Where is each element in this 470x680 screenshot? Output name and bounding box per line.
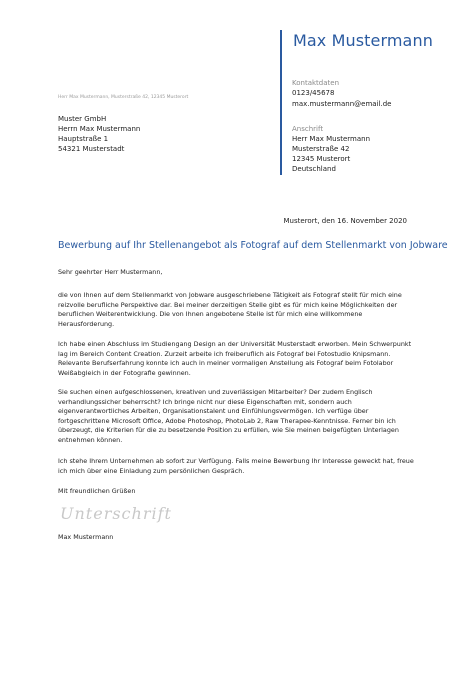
address-line: Deutschland [292, 165, 336, 173]
salutation-text: Sehr geehrter Herr Mustermann, [58, 268, 163, 276]
recipient-line: 54321 Musterstadt [58, 145, 125, 153]
phone-number: 0123/45678 [292, 89, 335, 97]
closing-text: Mit freundlichen Grüßen [58, 487, 136, 495]
body-paragraph [58, 340, 416, 378]
paragraph-text: Sie suchen einen aufgeschlossenen, kreativen und zuverlässigen Mitarbeiter? Der zudem Englisch verhandlungssicher beherrscht? Ich bringe nicht nur diese Eigenschaften mit, sondern auch eigenverantwortliches Arbeiten, Organisationstalent und Einfühlungsvermögen. Ich verfüge über fortgeschrittene Microsoft Office, Adobe Photoshop, PhotoLab 2, Raw Therapee-Kenntnisse. Ferner bin ich überzeugt, die Kriterien für die zu besetzende Position zu erfüllen, wie Sie meinen beigefügten Unterlagen entnehmen können. [58, 388, 399, 444]
letter-date: Musterort, den 16. November 2020 [283, 217, 407, 225]
letter-subject: Bewerbung auf Ihr Stellenangebot als Fotograf auf dem Stellenmarkt von Jobware [58, 240, 448, 251]
email-address: max.mustermann@email.de [292, 100, 392, 108]
address-line: Herr Max Mustermann [292, 135, 371, 143]
closing [58, 487, 416, 497]
recipient-line: Muster GmbH [58, 115, 107, 123]
contact-label: Kontaktdaten [292, 79, 340, 87]
body-paragraph [58, 388, 416, 446]
address-line: 12345 Musterort [292, 155, 351, 163]
recipient-line: Hauptstraße 1 [58, 135, 109, 143]
address-label: Anschrift [292, 125, 324, 133]
body-paragraph [58, 291, 416, 329]
paragraph-text: Ich stehe Ihrem Unternehmen ab sofort zur Verfügung. Falls meine Bewerbung Ihr Interesse geweckt hat, freue ich mich über eine Einladung zum persönlichen Gespräch. [58, 457, 414, 475]
paragraph-text: die von Ihnen auf dem Stellenmarkt von Jobware ausgeschriebene Tätigkeit als Fotograf stellt für mich eine reizvolle berufliche Perspektive dar. Bei meiner derzeitigen Stelle gibt es für mich keine Möglichkeiten der beruflichen Weiterentwicklung. Die von Ihnen angebotene Stelle ist für mich eine willkommene Herausforderung. [58, 291, 402, 328]
sender-return-address: Herr Max Mustermann, Musterstraße 42, 12345 Musterort [58, 95, 189, 100]
body-paragraph [58, 457, 416, 476]
signed-name: Max Mustermann [58, 533, 114, 541]
handwritten-signature: Unterschrift [60, 504, 172, 523]
address-line: Musterstraße 42 [292, 145, 350, 153]
paragraph-text: Ich habe einen Abschluss im Studiengang Design an der Universität Musterstadt erworben. Mein Schwerpunkt lag im Bereich Content Creation. Zurzeit arbeite ich freiberuflich als Fotograf bei Fotostudio Knipsmann. Relevante Berufserfahrung konnte ich auch in meiner vormaligen Anstellung als Fotograf beim Fotolabor Weißabgleich in der Fotografie gewinnen. [58, 340, 412, 377]
header-divider-line [280, 30, 282, 175]
recipient-address [58, 114, 140, 154]
recipient-line: Herrn Max Mustermann [58, 125, 141, 133]
sender-name-heading: Max Mustermann [293, 31, 433, 50]
salutation [58, 268, 416, 278]
